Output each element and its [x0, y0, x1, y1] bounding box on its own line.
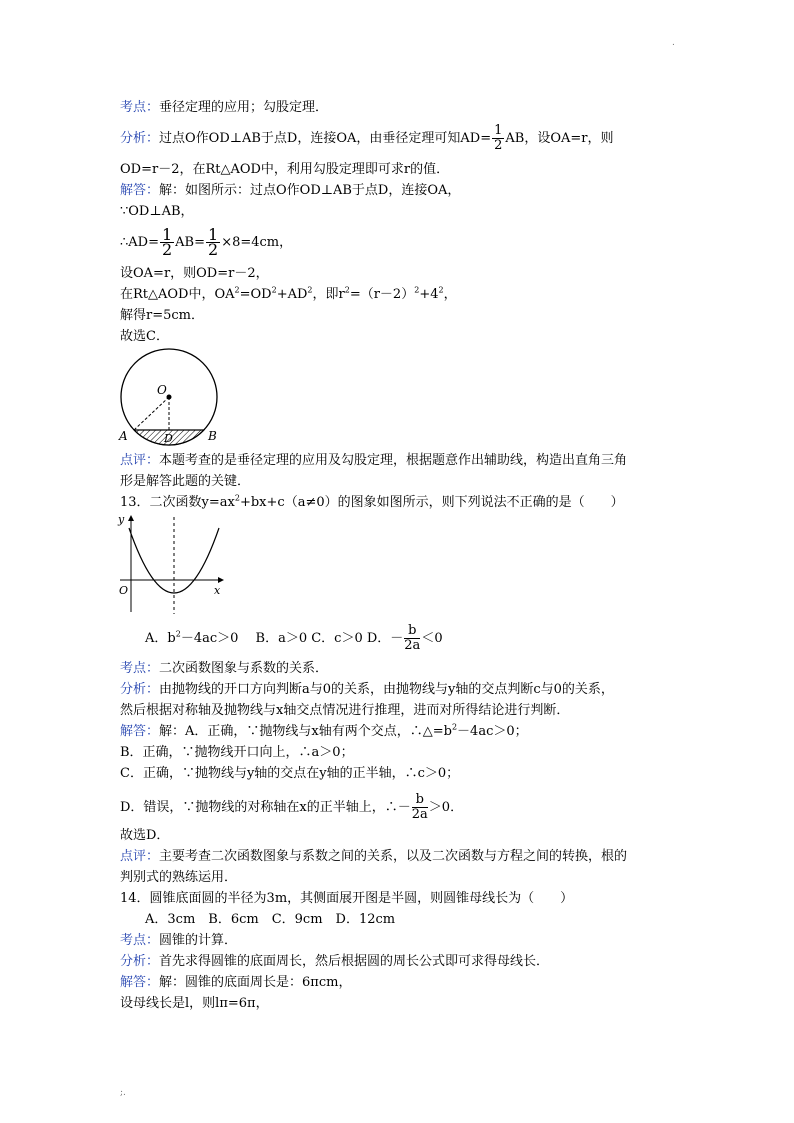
- q13-fenxi-line2: 然后根据对称轴及抛物线与x轴交点情况进行推理，进而对所得结论进行判断．: [120, 703, 570, 718]
- jieda-text: 解：圆锥的底面周长是：6πcm，: [159, 975, 352, 990]
- fraction: [404, 624, 420, 653]
- text: ＜0: [421, 631, 443, 646]
- text: 解：A．正确，∵抛物线与x轴有两个交点，∴△=b: [159, 724, 452, 739]
- text: －4ac＞0 B．a＞0 C．c＞0 D．－: [180, 631, 404, 646]
- q12-line-4: 设OA=r，则OD=r－2，: [120, 266, 269, 281]
- q12-line-5: [120, 286, 457, 304]
- fraction-numerator: 1: [161, 225, 173, 244]
- jieda-text: 解：如图所示：过点O作OD⊥AB于点D，连接OA，: [159, 183, 461, 198]
- label-d: D: [164, 432, 173, 445]
- segment-oa: [134, 397, 169, 430]
- q12-jieda: [120, 182, 460, 200]
- q13-line-c: C．正确，∵抛物线与y轴的交点在y轴的正半轴，∴c＞0；: [120, 766, 460, 781]
- q12-answer: 故选C．: [120, 329, 169, 344]
- parabola-graph: [115, 512, 230, 617]
- label-b: B: [208, 429, 217, 443]
- kaodian-text: 垂径定理的应用；勾股定理．: [159, 100, 329, 115]
- page-mark-bottom: ;.: [120, 1088, 126, 1098]
- jieda-label: 解答：: [120, 724, 160, 739]
- fraction: [492, 124, 504, 153]
- text: ，即r: [312, 287, 345, 302]
- q12-line-3: [120, 225, 293, 259]
- label-x: x: [214, 584, 221, 597]
- kaodian-text: 圆锥的计算．: [159, 933, 238, 948]
- q14-line-2: 设母线长是l，则lπ=6π，: [120, 996, 269, 1011]
- fraction-denominator: 2: [161, 240, 173, 259]
- fenxi-label: 分析：: [120, 682, 160, 697]
- text: 在Rt△AOD中，OA: [120, 287, 235, 302]
- text: 13．二次函数y=ax: [120, 495, 235, 510]
- q13-dianping: [120, 848, 627, 866]
- q12-fenxi-line2: OD=r－2，在Rt△AOD中，利用勾股定理即可求r的值．: [120, 162, 450, 177]
- text: +bx+c（a≠0）的图象如图所示，则下列说法不正确的是（ ）: [239, 495, 624, 510]
- q13-line-d: [120, 793, 463, 822]
- q13-answer: 故选D．: [120, 828, 170, 843]
- superscript: 2: [271, 285, 277, 295]
- superscript: 2: [438, 285, 444, 295]
- label-a: A: [119, 429, 128, 443]
- fenxi-text: AB，设OA=r，则: [505, 131, 614, 146]
- q14-stem: 14．圆锥底面圆的半径为3m，其侧面展开图是半圆，则圆锥母线长为（ ）: [120, 891, 574, 906]
- label-y: y: [118, 513, 125, 526]
- text: AB=: [175, 235, 206, 250]
- text: ×8=4cm，: [221, 235, 293, 250]
- q12-dianping-line2: 形是解答此题的关键．: [120, 474, 251, 489]
- kaodian-label: 考点：: [120, 661, 160, 676]
- text: =OD: [239, 287, 272, 302]
- dianping-text: 本题考查的是垂径定理的应用及勾股定理，根据题意作出辅助线，构造出直角三角: [159, 453, 628, 468]
- q12-line-6: 解得r=5cm．: [120, 308, 204, 323]
- text: ∴AD=: [120, 235, 159, 250]
- fenxi-text: 由抛物线的开口方向判断a与0的关系，由抛物线与y轴的交点判断c与0的关系，: [159, 682, 614, 697]
- text: ＞0．: [428, 800, 464, 815]
- dianping-label: 点评：: [120, 453, 160, 468]
- q12-kaodian: [120, 99, 328, 117]
- q13-kaodian: [120, 660, 328, 678]
- q13-line-b: B．正确，∵抛物线开口向上，∴a＞0；: [120, 745, 354, 760]
- fraction-denominator: 2a: [411, 807, 428, 822]
- fraction: [412, 793, 428, 822]
- text: D．错误，∵抛物线的对称轴在x的正半轴上，∴－: [120, 800, 411, 815]
- text: +AD: [276, 287, 308, 302]
- superscript: 2: [234, 493, 240, 503]
- q14-options: A．3cm B．6cm C．9cm D．12cm: [145, 912, 396, 927]
- fraction-numerator: b: [412, 793, 428, 808]
- superscript: 2: [414, 285, 420, 295]
- fenxi-label: 分析：: [120, 954, 160, 969]
- fraction: [206, 225, 220, 259]
- kaodian-label: 考点：: [120, 933, 160, 948]
- q13-jieda: [120, 723, 528, 741]
- superscript: 2: [175, 629, 181, 639]
- fenxi-text: 过点O作OD⊥AB于点D，连接OA，由垂径定理可知AD=: [159, 131, 492, 146]
- fraction-denominator: 2a: [404, 638, 421, 653]
- jieda-label: 解答：: [120, 975, 160, 990]
- fraction: [160, 225, 174, 259]
- superscript: 2: [451, 722, 458, 732]
- kaodian-text: 二次函数图象与系数的关系．: [159, 661, 329, 676]
- q13-fenxi: [120, 681, 614, 699]
- center-point: [167, 395, 172, 400]
- superscript: 2: [234, 285, 240, 295]
- q12-dianping: [120, 452, 627, 470]
- q13-dianping-line2: 判别式的熟练运用．: [120, 870, 238, 885]
- q14-fenxi: [120, 953, 549, 971]
- q13-stem: [120, 494, 624, 512]
- fraction-denominator: 2: [208, 240, 219, 259]
- q14-kaodian: [120, 932, 237, 950]
- page-mark-top: .: [672, 38, 675, 48]
- text: +4: [419, 287, 439, 302]
- kaodian-label: 考点：: [120, 100, 160, 115]
- q12-line-2: ∵OD⊥AB，: [120, 204, 194, 219]
- text: ，: [443, 287, 457, 302]
- label-origin: O: [119, 584, 129, 597]
- fraction-denominator: 2: [494, 138, 503, 153]
- fraction-numerator: 1: [494, 123, 503, 138]
- q14-jieda: [120, 974, 351, 992]
- fenxi-label: 分析：: [120, 131, 160, 146]
- dianping-text: 主要考查二次函数图象与系数之间的关系，以及二次函数与方程之间的转换，根的: [159, 849, 628, 864]
- fraction-numerator: 1: [208, 225, 219, 244]
- label-o: O: [157, 383, 167, 397]
- dianping-label: 点评：: [120, 849, 160, 864]
- superscript: 2: [307, 285, 313, 295]
- text: A．b: [145, 631, 176, 646]
- fenxi-text: 首先求得圆锥的底面周长，然后根据圆的周长公式即可求得母线长．: [159, 954, 550, 969]
- superscript: 2: [344, 285, 350, 295]
- text: =（r－2）: [349, 287, 415, 302]
- q12-fenxi: [120, 124, 613, 153]
- jieda-label: 解答：: [120, 183, 160, 198]
- fraction-numerator: b: [404, 624, 420, 639]
- text: －4ac＞0；: [457, 724, 528, 739]
- q13-options: [145, 624, 443, 653]
- circle-figure: [115, 346, 225, 446]
